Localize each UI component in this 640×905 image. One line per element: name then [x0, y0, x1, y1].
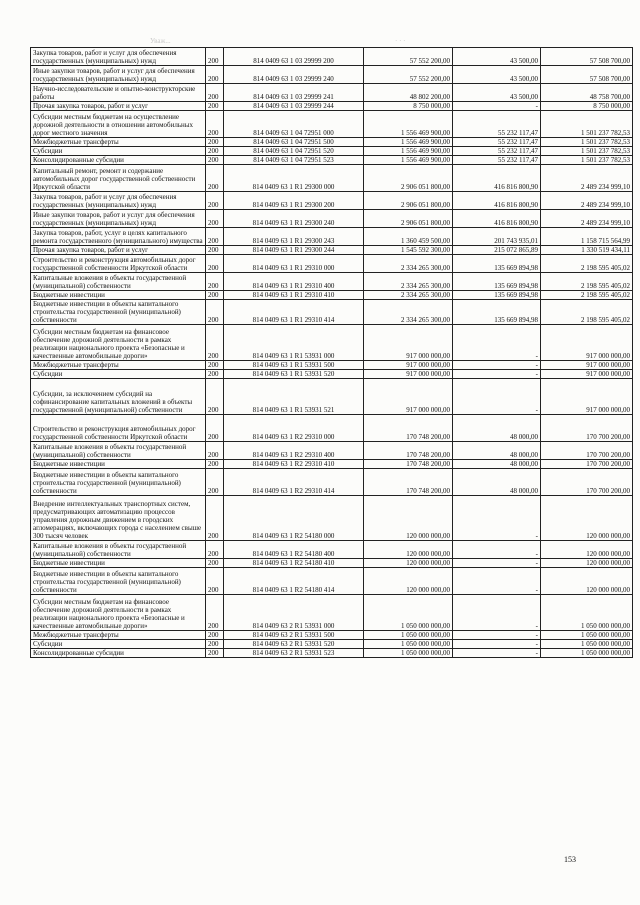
row-code-cell: 200: [206, 469, 224, 496]
row-kbk-cell: 814 0409 63 1 03 29999 200: [224, 48, 364, 66]
row-amount-remaining-cell: 1 158 715 564,99: [541, 228, 633, 246]
row-amount-remaining-cell: 170 700 200,00: [541, 460, 633, 469]
row-name-cell: Бюджетные инвестиции: [31, 460, 206, 469]
row-kbk-cell: 814 0409 63 1 04 72951 000: [224, 111, 364, 138]
row-amount-approved-cell: 170 748 200,00: [364, 415, 453, 442]
row-kbk-cell: 814 0409 63 1 R1 29300 200: [224, 192, 364, 210]
row-code-cell: 200: [206, 595, 224, 631]
row-kbk-cell: 814 0409 63 1 R1 29310 410: [224, 291, 364, 300]
header-smudge-left: Уваж...: [150, 37, 171, 45]
row-code-cell: 200: [206, 192, 224, 210]
row-amount-approved-cell: 1 556 469 900,00: [364, 138, 453, 147]
row-amount-executed-cell: 55 232 117,47: [453, 138, 541, 147]
row-code-cell: 200: [206, 568, 224, 595]
table-row: [31, 559, 633, 568]
row-name-cell: Научно-исследовательские и опытно-конструкторские работы: [31, 84, 206, 102]
row-name-cell: Субсидии: [31, 147, 206, 156]
row-name-cell: Капитальные вложения в объекты государственной (муниципальной) собственности: [31, 273, 206, 291]
row-kbk-cell: 814 0409 63 1 R2 54180 000: [224, 496, 364, 541]
row-code-cell: 200: [206, 442, 224, 460]
row-kbk-cell: 814 0409 63 1 R2 54180 410: [224, 559, 364, 568]
row-amount-remaining-cell: 120 000 000,00: [541, 496, 633, 541]
row-amount-approved-cell: 170 748 200,00: [364, 469, 453, 496]
table-row: [31, 66, 633, 84]
row-code-cell: 200: [206, 291, 224, 300]
row-code-cell: 200: [206, 415, 224, 442]
row-name-cell: Закупка товаров, работ и услуг для обеспечения государственных (муниципальных) нужд: [31, 48, 206, 66]
row-name-cell: Закупка товаров, работ и услуг для обеспечения государственных (муниципальных) нужд: [31, 192, 206, 210]
row-code-cell: 200: [206, 66, 224, 84]
row-amount-approved-cell: 1 556 469 900,00: [364, 111, 453, 138]
row-amount-executed-cell: -: [453, 649, 541, 658]
table-row: [31, 379, 633, 415]
row-amount-approved-cell: 57 552 200,00: [364, 66, 453, 84]
row-amount-approved-cell: 2 334 265 300,00: [364, 300, 453, 325]
table-row: [31, 460, 633, 469]
table-row: [31, 102, 633, 111]
row-amount-approved-cell: 8 750 000,00: [364, 102, 453, 111]
row-amount-executed-cell: -: [453, 631, 541, 640]
row-amount-approved-cell: 1 360 459 500,00: [364, 228, 453, 246]
table-row: [31, 48, 633, 66]
row-code-cell: 200: [206, 156, 224, 165]
row-amount-approved-cell: 1 050 000 000,00: [364, 631, 453, 640]
row-kbk-cell: 814 0409 63 1 R1 53931 521: [224, 379, 364, 415]
table-row: [31, 291, 633, 300]
row-amount-executed-cell: 215 072 865,89: [453, 246, 541, 255]
row-name-cell: Иные закупки товаров, работ и услуг для обеспечения государственных (муниципальных) нужд: [31, 210, 206, 228]
row-kbk-cell: 814 0409 63 1 R1 29300 000: [224, 165, 364, 192]
row-kbk-cell: 814 0409 63 1 R1 29310 000: [224, 255, 364, 273]
row-code-cell: 200: [206, 631, 224, 640]
row-amount-approved-cell: 120 000 000,00: [364, 541, 453, 559]
row-amount-executed-cell: -: [453, 379, 541, 415]
row-kbk-cell: 814 0409 63 1 R1 53931 520: [224, 370, 364, 379]
row-amount-remaining-cell: 1 501 237 782,53: [541, 147, 633, 156]
row-amount-remaining-cell: 57 508 700,00: [541, 66, 633, 84]
row-amount-remaining-cell: 1 050 000 000,00: [541, 649, 633, 658]
row-amount-executed-cell: -: [453, 559, 541, 568]
table-row: [31, 111, 633, 138]
row-code-cell: 200: [206, 300, 224, 325]
row-code-cell: 200: [206, 640, 224, 649]
row-kbk-cell: 814 0409 63 1 03 29999 244: [224, 102, 364, 111]
row-amount-approved-cell: 2 906 051 800,00: [364, 210, 453, 228]
row-kbk-cell: 814 0409 63 1 R1 29300 240: [224, 210, 364, 228]
row-kbk-cell: 814 0409 63 1 R2 29310 000: [224, 415, 364, 442]
row-name-cell: Капитальные вложения в объекты государственной (муниципальной) собственности: [31, 442, 206, 460]
row-amount-executed-cell: 135 669 894,98: [453, 273, 541, 291]
row-amount-remaining-cell: 2 489 234 999,10: [541, 165, 633, 192]
row-code-cell: 200: [206, 273, 224, 291]
row-amount-executed-cell: -: [453, 496, 541, 541]
row-amount-executed-cell: -: [453, 325, 541, 361]
row-code-cell: 200: [206, 138, 224, 147]
table-row: [31, 138, 633, 147]
row-amount-approved-cell: 917 000 000,00: [364, 325, 453, 361]
row-amount-executed-cell: -: [453, 370, 541, 379]
row-amount-executed-cell: 135 669 894,98: [453, 255, 541, 273]
row-code-cell: 200: [206, 84, 224, 102]
table-row: [31, 192, 633, 210]
row-amount-executed-cell: 55 232 117,47: [453, 147, 541, 156]
row-name-cell: Бюджетные инвестиции: [31, 559, 206, 568]
row-code-cell: 200: [206, 228, 224, 246]
row-kbk-cell: 814 0409 63 2 R1 53931 523: [224, 649, 364, 658]
row-kbk-cell: 814 0409 63 1 04 72951 523: [224, 156, 364, 165]
row-name-cell: Бюджетные инвестиции в объекты капитального строительства государственной (муниципальной) собственности: [31, 300, 206, 325]
row-amount-executed-cell: 55 232 117,47: [453, 156, 541, 165]
row-name-cell: Субсидии: [31, 370, 206, 379]
row-amount-executed-cell: -: [453, 595, 541, 631]
table-row: [31, 156, 633, 165]
row-amount-remaining-cell: 1 050 000 000,00: [541, 595, 633, 631]
row-code-cell: 200: [206, 379, 224, 415]
row-kbk-cell: 814 0409 63 2 R1 53931 000: [224, 595, 364, 631]
row-amount-remaining-cell: 917 000 000,00: [541, 370, 633, 379]
row-name-cell: Прочая закупка товаров, работ и услуг: [31, 102, 206, 111]
row-amount-remaining-cell: 2 198 595 405,02: [541, 273, 633, 291]
row-amount-executed-cell: 135 669 894,98: [453, 300, 541, 325]
row-amount-executed-cell: -: [453, 361, 541, 370]
row-kbk-cell: 814 0409 63 1 R1 29300 244: [224, 246, 364, 255]
row-amount-approved-cell: 2 334 265 300,00: [364, 273, 453, 291]
table-row: [31, 568, 633, 595]
row-amount-remaining-cell: 1 501 237 782,53: [541, 138, 633, 147]
table-row: [31, 325, 633, 361]
row-amount-remaining-cell: 170 700 200,00: [541, 415, 633, 442]
row-amount-remaining-cell: 2 198 595 405,02: [541, 291, 633, 300]
row-kbk-cell: 814 0409 63 1 03 29999 240: [224, 66, 364, 84]
row-amount-approved-cell: 1 545 592 300,00: [364, 246, 453, 255]
row-amount-remaining-cell: 1 050 000 000,00: [541, 631, 633, 640]
row-amount-remaining-cell: 1 501 237 782,53: [541, 111, 633, 138]
row-kbk-cell: 814 0409 63 2 R1 53931 520: [224, 640, 364, 649]
row-amount-executed-cell: 416 816 800,90: [453, 210, 541, 228]
row-code-cell: 200: [206, 541, 224, 559]
row-code-cell: 200: [206, 111, 224, 138]
row-code-cell: 200: [206, 361, 224, 370]
table-row: [31, 228, 633, 246]
row-kbk-cell: 814 0409 63 1 04 72951 520: [224, 147, 364, 156]
row-amount-remaining-cell: 2 489 234 999,10: [541, 210, 633, 228]
row-name-cell: Межбюджетные трансферты: [31, 361, 206, 370]
row-code-cell: 200: [206, 370, 224, 379]
table-row: [31, 649, 633, 658]
row-amount-executed-cell: 416 816 800,90: [453, 165, 541, 192]
row-amount-approved-cell: 1 556 469 900,00: [364, 156, 453, 165]
table-row: [31, 300, 633, 325]
row-amount-approved-cell: 1 556 469 900,00: [364, 147, 453, 156]
row-code-cell: 200: [206, 460, 224, 469]
row-amount-executed-cell: 48 000,00: [453, 415, 541, 442]
row-kbk-cell: 814 0409 63 1 R1 29300 243: [224, 228, 364, 246]
row-amount-executed-cell: 135 669 894,98: [453, 291, 541, 300]
row-code-cell: 200: [206, 649, 224, 658]
row-code-cell: 200: [206, 165, 224, 192]
row-name-cell: Консолидированные субсидии: [31, 649, 206, 658]
row-code-cell: 200: [206, 496, 224, 541]
row-amount-remaining-cell: 2 198 595 405,02: [541, 300, 633, 325]
row-amount-remaining-cell: 170 700 200,00: [541, 442, 633, 460]
row-amount-remaining-cell: 8 750 000,00: [541, 102, 633, 111]
row-amount-remaining-cell: 120 000 000,00: [541, 559, 633, 568]
row-amount-approved-cell: 170 748 200,00: [364, 442, 453, 460]
table-row: [31, 370, 633, 379]
row-amount-executed-cell: -: [453, 640, 541, 649]
row-code-cell: 200: [206, 102, 224, 111]
row-amount-approved-cell: 2 334 265 300,00: [364, 255, 453, 273]
budget-report-table: [30, 47, 633, 658]
row-amount-approved-cell: 917 000 000,00: [364, 361, 453, 370]
table-row: [31, 361, 633, 370]
row-name-cell: Субсидии местным бюджетам на осуществление дорожной деятельности в отношении автомобильных дорог местного значения: [31, 111, 206, 138]
row-code-cell: 200: [206, 147, 224, 156]
row-name-cell: Субсидии местным бюджетам на финансовое обеспечение дорожной деятельности в рамках реализации национального проекта «Безопасные и качественные автомобильные дороги»: [31, 595, 206, 631]
row-amount-approved-cell: 917 000 000,00: [364, 379, 453, 415]
row-name-cell: Строительство и реконструкция автомобильных дорог государственной собственности Иркутской области: [31, 255, 206, 273]
row-amount-executed-cell: 48 000,00: [453, 442, 541, 460]
row-name-cell: Консолидированные субсидии: [31, 156, 206, 165]
row-amount-executed-cell: 43 500,00: [453, 48, 541, 66]
row-name-cell: Внедрение интеллектуальных транспортных систем, предусматривающих автоматизацию процессов управления дорожным движением в городских агломерациях, включающих города с населением свыше 300 тысяч человек: [31, 496, 206, 541]
table-row: [31, 415, 633, 442]
table-row: [31, 246, 633, 255]
table-row: [31, 541, 633, 559]
row-name-cell: Субсидии, за исключением субсидий на софинансирование капитальных вложений в объекты государственной (муниципальной) собственности: [31, 379, 206, 415]
row-name-cell: Капитальные вложения в объекты государственной (муниципальной) собственности: [31, 541, 206, 559]
row-kbk-cell: 814 0409 63 1 04 72951 500: [224, 138, 364, 147]
table-row: [31, 631, 633, 640]
row-name-cell: Иные закупки товаров, работ и услуг для обеспечения государственных (муниципальных) нужд: [31, 66, 206, 84]
row-amount-approved-cell: 120 000 000,00: [364, 496, 453, 541]
row-amount-remaining-cell: 57 508 700,00: [541, 48, 633, 66]
row-amount-executed-cell: 201 743 935,01: [453, 228, 541, 246]
row-amount-approved-cell: 48 802 200,00: [364, 84, 453, 102]
row-amount-executed-cell: 48 000,00: [453, 469, 541, 496]
page-number: 153: [564, 855, 576, 864]
row-name-cell: Капитальный ремонт, ремонт и содержание автомобильных дорог государственной собственности Иркутской области: [31, 165, 206, 192]
row-amount-remaining-cell: 1 330 519 434,11: [541, 246, 633, 255]
row-amount-approved-cell: 2 906 051 800,00: [364, 192, 453, 210]
table-row: [31, 273, 633, 291]
row-amount-approved-cell: 57 552 200,00: [364, 48, 453, 66]
table-row: [31, 84, 633, 102]
row-kbk-cell: 814 0409 63 1 R1 53931 000: [224, 325, 364, 361]
row-name-cell: Субсидии: [31, 640, 206, 649]
row-name-cell: Бюджетные инвестиции в объекты капитального строительства государственной (муниципальной) собственности: [31, 469, 206, 496]
row-amount-remaining-cell: 2 198 595 405,02: [541, 255, 633, 273]
row-code-cell: 200: [206, 246, 224, 255]
row-amount-executed-cell: -: [453, 568, 541, 595]
row-name-cell: Прочая закупка товаров, работ и услуг: [31, 246, 206, 255]
row-name-cell: Бюджетные инвестиции в объекты капитального строительства государственной (муниципальной) собственности: [31, 568, 206, 595]
row-amount-executed-cell: 43 500,00: [453, 66, 541, 84]
table-row: [31, 496, 633, 541]
row-amount-approved-cell: 1 050 000 000,00: [364, 649, 453, 658]
table-row: [31, 469, 633, 496]
table-row: [31, 595, 633, 631]
row-kbk-cell: 814 0409 63 1 R2 29310 400: [224, 442, 364, 460]
row-name-cell: Межбюджетные трансферты: [31, 138, 206, 147]
row-code-cell: 200: [206, 559, 224, 568]
row-code-cell: 200: [206, 210, 224, 228]
row-amount-approved-cell: 1 050 000 000,00: [364, 640, 453, 649]
table-row: [31, 640, 633, 649]
row-amount-remaining-cell: 120 000 000,00: [541, 568, 633, 595]
row-amount-remaining-cell: 1 050 000 000,00: [541, 640, 633, 649]
row-amount-approved-cell: 2 334 265 300,00: [364, 291, 453, 300]
row-code-cell: 200: [206, 48, 224, 66]
row-amount-executed-cell: -: [453, 541, 541, 559]
row-kbk-cell: 814 0409 63 1 R1 29310 414: [224, 300, 364, 325]
row-amount-approved-cell: 170 748 200,00: [364, 460, 453, 469]
row-name-cell: Бюджетные инвестиции: [31, 291, 206, 300]
row-amount-approved-cell: 2 906 051 800,00: [364, 165, 453, 192]
row-amount-remaining-cell: 120 000 000,00: [541, 541, 633, 559]
row-amount-executed-cell: 48 000,00: [453, 460, 541, 469]
row-amount-remaining-cell: 917 000 000,00: [541, 325, 633, 361]
row-amount-approved-cell: 120 000 000,00: [364, 568, 453, 595]
row-amount-remaining-cell: 170 700 200,00: [541, 469, 633, 496]
table-row: [31, 210, 633, 228]
row-amount-approved-cell: 120 000 000,00: [364, 559, 453, 568]
row-amount-remaining-cell: 917 000 000,00: [541, 361, 633, 370]
row-amount-approved-cell: 1 050 000 000,00: [364, 595, 453, 631]
table-row: [31, 255, 633, 273]
row-amount-remaining-cell: 48 758 700,00: [541, 84, 633, 102]
row-amount-remaining-cell: 1 501 237 782,53: [541, 156, 633, 165]
row-amount-executed-cell: -: [453, 102, 541, 111]
row-code-cell: 200: [206, 325, 224, 361]
row-kbk-cell: 814 0409 63 1 R2 54180 414: [224, 568, 364, 595]
row-amount-approved-cell: 917 000 000,00: [364, 370, 453, 379]
row-name-cell: Субсидии местным бюджетам на финансовое обеспечение дорожной деятельности в рамках реализации национального проекта «Безопасные и качественные автомобильные дороги»: [31, 325, 206, 361]
row-name-cell: Межбюджетные трансферты: [31, 631, 206, 640]
table-row: [31, 147, 633, 156]
table-row: [31, 165, 633, 192]
row-kbk-cell: 814 0409 63 2 R1 53931 500: [224, 631, 364, 640]
row-code-cell: 200: [206, 255, 224, 273]
row-amount-remaining-cell: 2 489 234 999,10: [541, 192, 633, 210]
header-smudge-right: · · ·: [395, 37, 406, 45]
row-amount-executed-cell: 55 232 117,47: [453, 111, 541, 138]
row-kbk-cell: 814 0409 63 1 R1 29310 400: [224, 273, 364, 291]
row-kbk-cell: 814 0409 63 1 R2 29310 410: [224, 460, 364, 469]
row-name-cell: Строительство и реконструкция автомобильных дорог государственной собственности Иркутской области: [31, 415, 206, 442]
row-kbk-cell: 814 0409 63 1 03 29999 241: [224, 84, 364, 102]
row-name-cell: Закупка товаров, работ, услуг в целях капитального ремонта государственного (муниципального) имущества: [31, 228, 206, 246]
table-row: [31, 442, 633, 460]
row-amount-executed-cell: 416 816 800,90: [453, 192, 541, 210]
row-kbk-cell: 814 0409 63 1 R1 53931 500: [224, 361, 364, 370]
row-amount-executed-cell: 43 500,00: [453, 84, 541, 102]
row-kbk-cell: 814 0409 63 1 R2 54180 400: [224, 541, 364, 559]
row-kbk-cell: 814 0409 63 1 R2 29310 414: [224, 469, 364, 496]
row-amount-remaining-cell: 917 000 000,00: [541, 379, 633, 415]
